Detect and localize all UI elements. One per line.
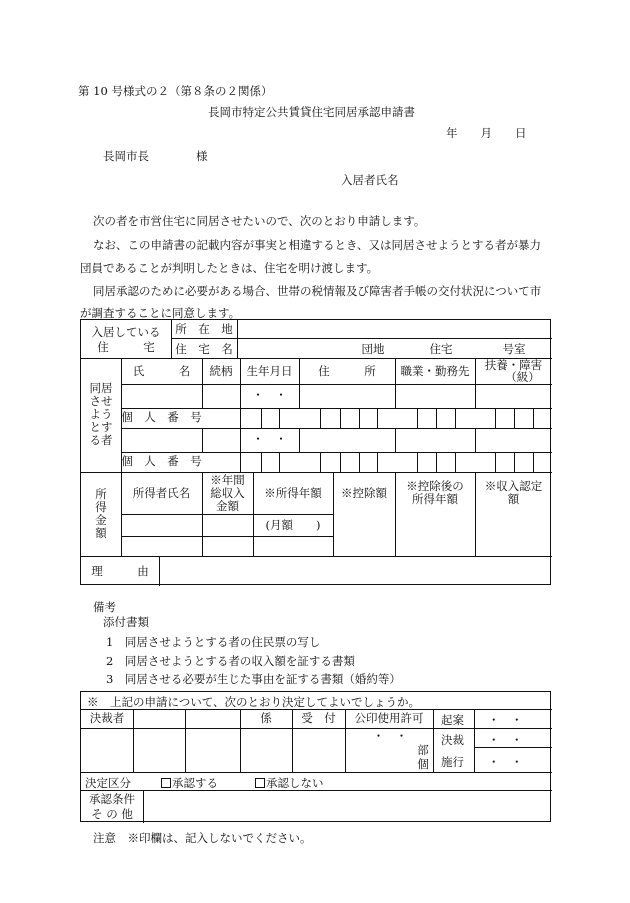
kian-label: 起案 (441, 713, 464, 727)
seal-date-dots: ・ ・ (372, 729, 408, 743)
decider-label: 決裁者 (89, 711, 125, 725)
monthly-amount: (月額 ) (265, 518, 321, 532)
personal-number-label-2: 個 人 番 号 (121, 454, 202, 468)
col-birthdate: 生年月日 (246, 364, 293, 378)
residence-label-line-2: 住 宅 (97, 340, 155, 354)
income-earner-name: 所得者氏名 (132, 486, 191, 500)
birthdate-dots-1: ・ ・ (252, 388, 287, 402)
approve-checkbox[interactable] (161, 778, 171, 788)
reject-checkbox[interactable] (255, 778, 265, 788)
shiko-label: 施行 (441, 755, 464, 769)
attachments-title: 添付書類 (103, 615, 149, 629)
income-year-header: ※所得年額 (264, 486, 322, 500)
decision-label: 決定区分 (85, 776, 131, 790)
paragraph-3-line-1: 同居承認のために必要がある場合、世帯の税情報及び障害者手帳の交付状況について市 (93, 284, 542, 298)
ko-label: 個 (417, 757, 429, 771)
attachment-item-3: 3 同居させる必要が生じた事由を証する書類（婚約等） (106, 672, 401, 686)
col-support-line-2: （級） (505, 370, 540, 384)
annual-income-header: ※年間 総収入 金額 (210, 473, 245, 513)
reason-label: 理 由 (91, 564, 149, 578)
recognized-income-header: ※収入認定 額 (484, 479, 543, 506)
addressee: 長岡市長 (103, 149, 149, 163)
personal-number-label-1: 個 人 番 号 (121, 410, 202, 424)
danchi-label: 団地 (361, 342, 385, 356)
kakari-label: 係 (260, 711, 272, 725)
date-field: 年 月 日 (446, 126, 527, 140)
col-occupation: 職業・勤務先 (400, 364, 470, 378)
conditions-label-line-2: そ の 他 (91, 807, 133, 821)
approve-option[interactable]: 承認する (161, 775, 218, 791)
applicant-name-label: 入居者氏名 (341, 173, 399, 187)
conditions-label-line-1: 承認条件 (89, 792, 135, 806)
deduction-header: ※控除額 (341, 486, 387, 500)
uketsuke-label: 受 付 (301, 711, 336, 725)
reject-option[interactable]: 承認しない (255, 775, 324, 791)
location-label: 所 在 地 (175, 322, 233, 336)
housing-name-label: 住 宅 名 (175, 342, 233, 356)
form-number: 第 10 号様式の２（第８条の２関係） (78, 84, 273, 98)
col-address: 住 所 (318, 364, 376, 378)
bu-label: 部 (417, 743, 429, 757)
col-support-line-1: 扶養・障害 (484, 358, 543, 372)
paragraph-3-line-2: が調査することに同意します。 (80, 306, 241, 320)
cohabitant-label: 同居 させ よう とす る者 (89, 381, 113, 447)
residence-label-line-1: 入居している (91, 325, 161, 339)
shiko-dots: ・ ・ (488, 755, 523, 769)
jutaku-label: 住宅 (429, 342, 453, 356)
footer-note: 注意 ※印欄は、記入しないでください。 (93, 831, 312, 845)
income-label: 所 得 金 額 (95, 487, 107, 540)
paragraph-2-line-2: 団員であることが判明したときは、住宅を明け渡します。 (80, 261, 379, 275)
honorific: 様 (196, 149, 208, 163)
goshitsu-label: 号室 (502, 342, 526, 356)
kessai-dots: ・ ・ (488, 733, 523, 747)
attachment-item-1: 1 同居させようとする者の住民票の写し (106, 635, 321, 649)
approval-table (80, 691, 551, 822)
col-name: 氏 名 (132, 364, 191, 378)
col-relation: 続柄 (209, 364, 233, 378)
seal-permit-label: 公印使用許可 (354, 711, 424, 725)
notes-title: 備考 (93, 600, 116, 614)
approval-header: ※ 上記の申請について、次のとおり決定してよいでしょうか。 (87, 695, 421, 709)
application-table (80, 319, 551, 585)
attachment-item-2: 2 同居させようとする者の収入額を証する書類 (106, 654, 355, 668)
kian-dots: ・ ・ (488, 713, 523, 727)
document-title: 長岡市特定公共賃貸住宅同居承認申請書 (208, 105, 415, 119)
kessai-label: 決裁 (441, 733, 464, 747)
paragraph-1: 次の者を市営住宅に同居させたいので、次のとおり申請します。 (93, 214, 426, 228)
after-deduction-header: ※控除後の 所得年額 (406, 479, 464, 506)
paragraph-2-line-1: なお、この申請書の記載内容が事実と相違するとき、又は同居させようとする者が暴力 (93, 238, 542, 252)
birthdate-dots-2: ・ ・ (252, 432, 287, 446)
